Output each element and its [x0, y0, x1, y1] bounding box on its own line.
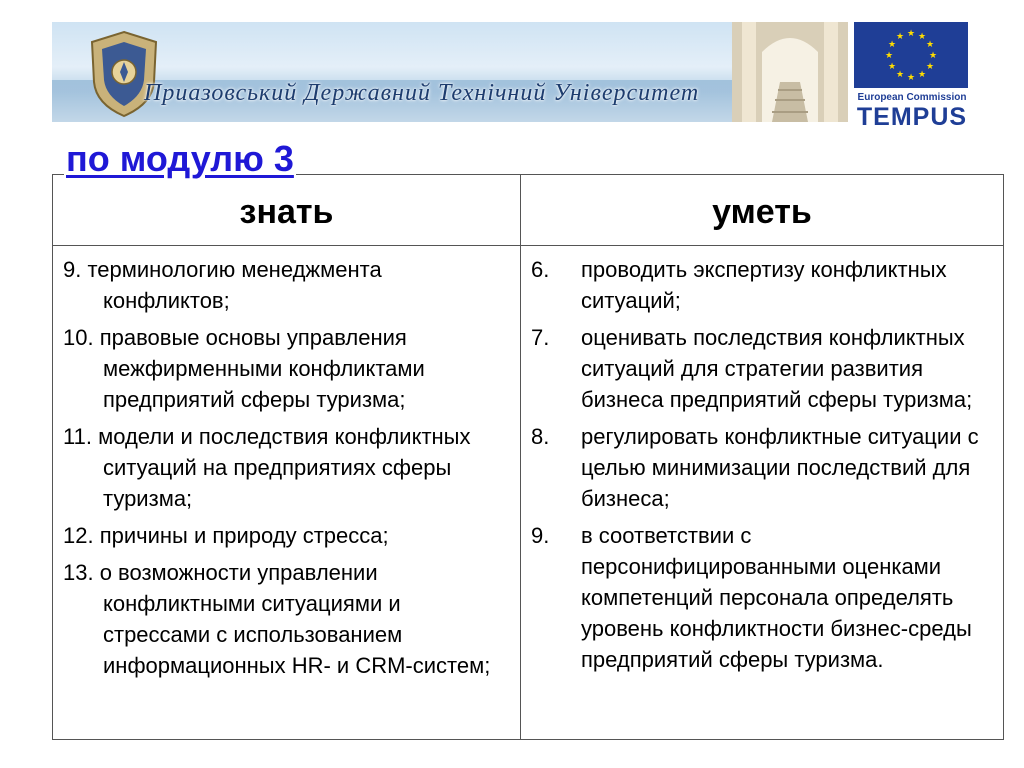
can-item-number: 8.: [531, 424, 550, 449]
svg-text:★: ★: [906, 73, 916, 83]
header-can: уметь: [521, 175, 1004, 246]
know-item: 11. модели и последствия конфликтных ситуаций на предприятиях сферы туризма;: [63, 424, 471, 511]
know-item: 13. о возможности управлении конфликтными ситуациями и стрессами с использованием информационных HR- и CRM-систем;: [63, 560, 491, 678]
page-title: по модулю 3: [66, 138, 294, 179]
know-cell: [53, 246, 521, 740]
svg-text:★: ★: [925, 40, 935, 50]
header-know: знать: [53, 175, 521, 246]
table-body-row: [53, 246, 1004, 740]
can-item: [531, 520, 995, 675]
know-item: 9. терминологию менеджмента конфликтов;: [63, 257, 382, 313]
building-arch-icon: [732, 22, 848, 122]
svg-text:★: ★: [884, 51, 894, 61]
can-item-number: 7.: [531, 325, 550, 350]
can-item-text: регулировать конфликтные ситуации с целью минимизации последствий для бизнеса;: [581, 424, 979, 511]
university-banner: [52, 22, 848, 122]
eu-tempus-logo: [854, 22, 970, 130]
can-item-text: в соответствии с персонифицированными оценками компетенций персонала определять уровень конфликтности бизнес-среды предприятий сферы туризма.: [581, 523, 972, 672]
svg-text:★: ★: [887, 40, 897, 50]
svg-text:★: ★: [917, 70, 927, 80]
european-commission-label: European Commission: [857, 92, 967, 103]
know-list: [53, 246, 520, 681]
can-item-text: оценивать последствия конфликтных ситуаций для стратегии развития бизнеса предприятий сферы туризма;: [581, 325, 973, 412]
svg-text:★: ★: [917, 32, 927, 42]
can-item-text: проводить экспертизу конфликтных ситуаций;: [581, 257, 947, 313]
tempus-label: TEMPUS: [856, 103, 968, 131]
can-item: [531, 322, 995, 415]
competency-table: [52, 174, 1004, 740]
can-item: [531, 421, 995, 514]
know-item: 12. причины и природу стресса;: [63, 523, 389, 548]
svg-text:★: ★: [906, 29, 916, 39]
can-item-number: 9.: [531, 523, 550, 548]
svg-text:★: ★: [887, 62, 897, 72]
can-item-number: 6.: [531, 257, 550, 282]
eu-flag-icon: [854, 22, 968, 88]
can-item: [531, 254, 995, 316]
can-cell: [521, 246, 1004, 740]
table-header-row: [53, 175, 1004, 246]
svg-text:★: ★: [895, 70, 905, 80]
university-name: Приазовський Державний Технічний Університет: [144, 80, 700, 106]
svg-text:★: ★: [925, 62, 935, 72]
svg-text:★: ★: [928, 51, 938, 61]
know-item: 10. правовые основы управления межфирменными конфликтами предприятий сферы туризма;: [63, 325, 425, 412]
svg-text:★: ★: [895, 32, 905, 42]
can-list: [521, 246, 1003, 675]
